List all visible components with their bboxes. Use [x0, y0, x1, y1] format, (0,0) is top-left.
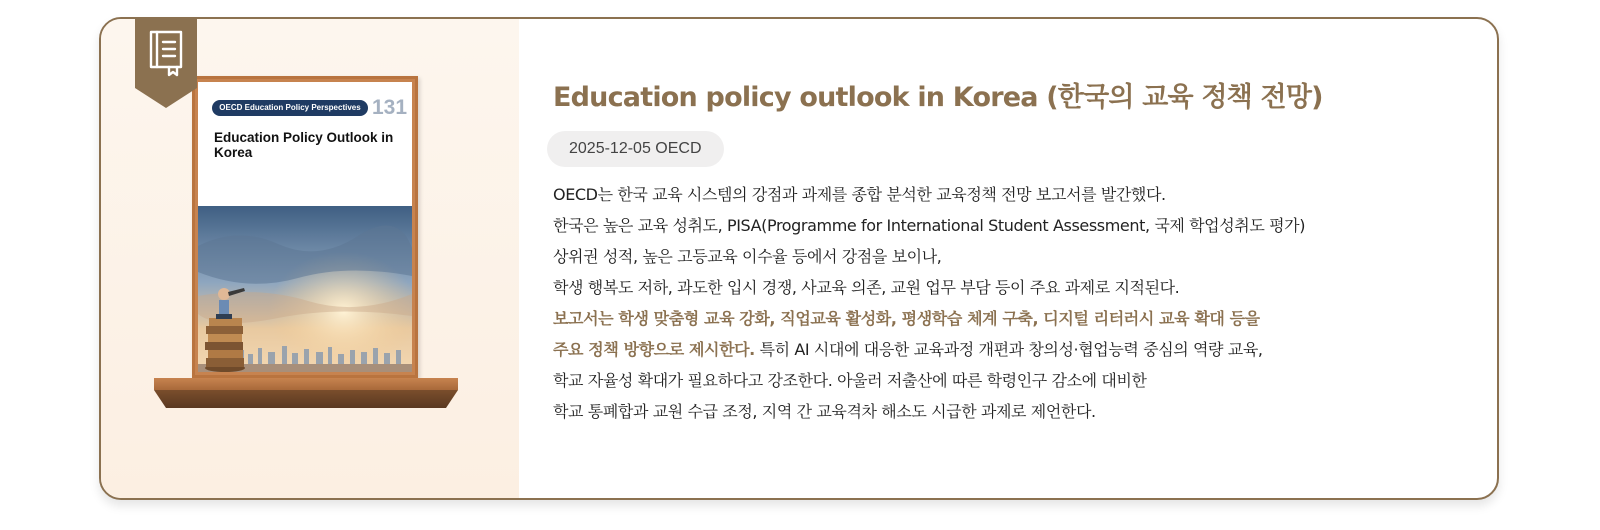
description-line: 학교 통폐합과 교원 수급 조정, 지역 간 교육격차 해소도 시급한 과제로 제언한다.	[553, 402, 1096, 421]
book-badge	[135, 17, 197, 108]
description-line: 학교 자율성 확대가 필요하다고 강조한다. 아울러 저출산에 따른 학령인구 감소에 대비한	[553, 371, 1147, 390]
article-title[interactable]: Education policy outlook in Korea (한국의 교육 정책 전망)	[553, 82, 1323, 113]
book-shelf	[154, 378, 458, 410]
book-frame[interactable]	[192, 76, 418, 378]
description-highlight: 보고서는 학생 맞춤형 교육 강화, 직업교육 활성화, 평생학습 체계 구축, 디지털 리터러시 교육 확대 등을	[553, 309, 1260, 328]
book-cover	[198, 82, 412, 372]
description-text: 특히 AI 시대에 대응한 교육과정 개편과 창의성·협업능력 중심의 역량 교육,	[754, 340, 1263, 359]
description-line	[553, 334, 1453, 365]
description-line: OECD는 한국 교육 시스템의 강점과 과제를 종합 분석한 교육정책 전망 보고서를 발간했다.	[553, 185, 1166, 204]
cover-photo	[198, 206, 412, 372]
description-highlight: 주요 정책 방향으로 제시한다.	[553, 340, 755, 359]
cover-series-label: OECD Education Policy Perspectives	[212, 100, 368, 116]
description-line: 학생 행복도 저하, 과도한 입시 경쟁, 사교육 의존, 교원 업무 부담 등이 주요 과제로 지적된다.	[553, 278, 1180, 297]
article-description	[553, 179, 1453, 427]
description-line: 상위권 성적, 높은 고등교육 이수율 등에서 강점을 보이나,	[553, 247, 942, 266]
article-content	[553, 79, 1453, 427]
book-list-icon	[135, 17, 197, 108]
cover-series-number: 131	[372, 96, 408, 119]
cover-title: Education Policy Outlook in Korea	[214, 130, 394, 160]
publication-card	[99, 17, 1499, 500]
description-line: 한국은 높은 교육 성취도, PISA(Programme for International Student Assessment, 국제 학업성취도 평가)	[553, 216, 1306, 235]
article-meta: 2025-12-05 OECD	[547, 131, 724, 167]
